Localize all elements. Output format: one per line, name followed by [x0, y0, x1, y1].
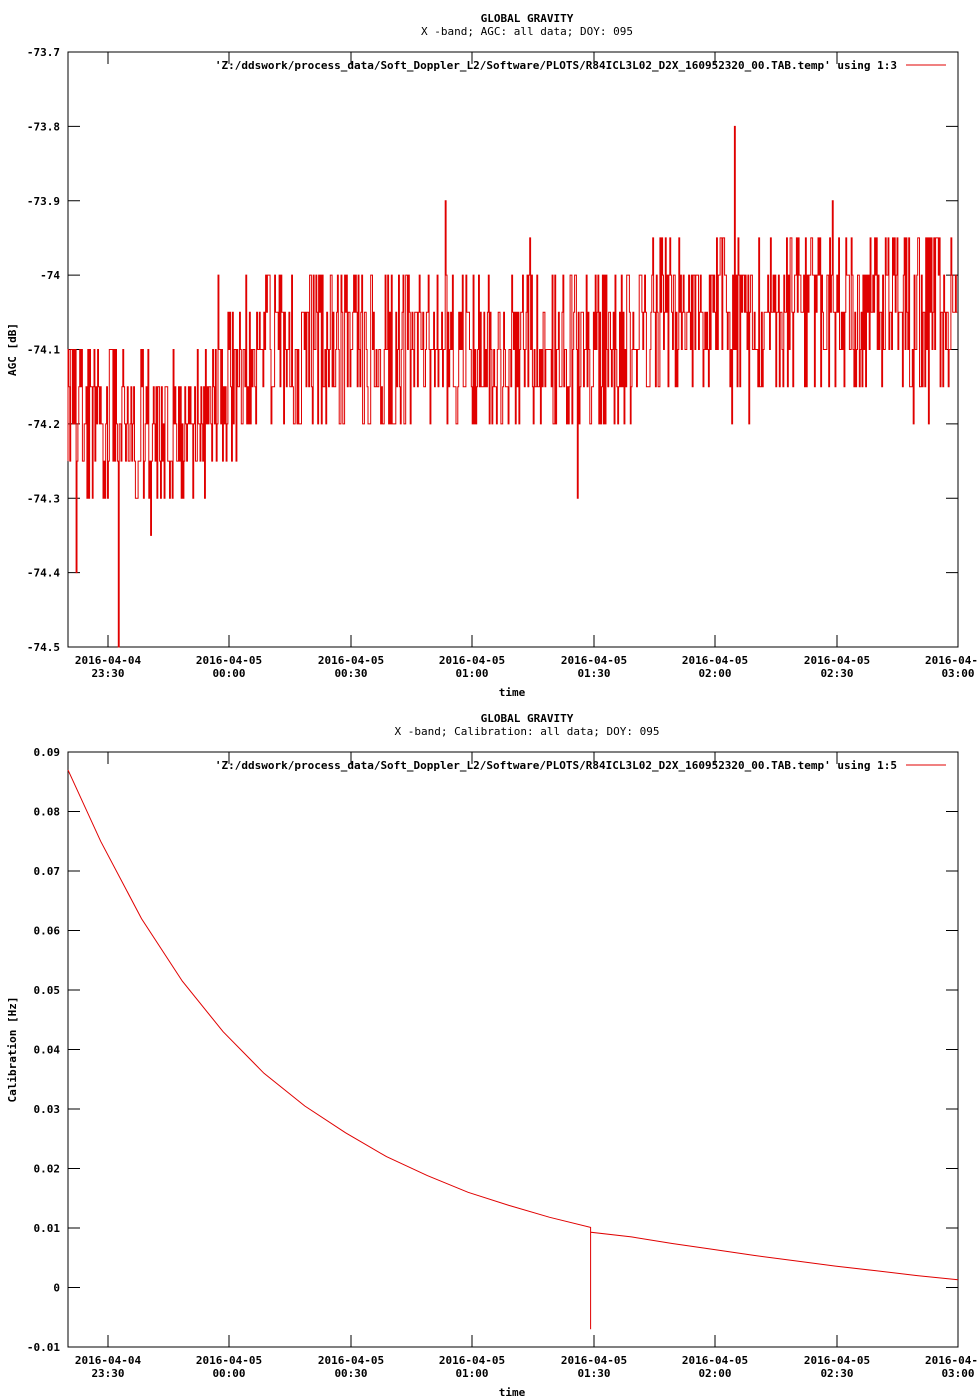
y-tick-label: 0.09 [33, 746, 60, 759]
x-tick-date: 2016-04-05 [195, 654, 263, 667]
x-tick-time: 23:30 [91, 1367, 125, 1380]
plot-frame [68, 752, 958, 1347]
x-tick-date: 2016-04-04 [74, 654, 142, 667]
y-tick-label: -74.1 [26, 343, 60, 357]
y-axis-label: Calibration [Hz] [6, 996, 19, 1103]
x-tick-time: 03:00 [941, 1367, 975, 1380]
x-tick-date: 2016-04-05 [681, 1354, 749, 1367]
x-tick-date: 2016-04-05 [317, 1354, 385, 1367]
x-tick-time: 03:00 [941, 667, 975, 680]
y-tick-label: 0 [53, 1281, 60, 1295]
x-tick-time: 02:00 [698, 667, 732, 680]
y-tick-label: -74.3 [26, 492, 60, 506]
x-tick-time: 00:30 [334, 667, 368, 680]
y-tick-label: -74.5 [26, 641, 60, 654]
x-tick-date: 2016-04- [925, 654, 978, 667]
x-tick-date: 2016-04- [925, 1354, 978, 1367]
x-tick-time: 00:00 [212, 667, 246, 680]
x-tick-time: 00:00 [212, 1367, 246, 1380]
x-tick-date: 2016-04-05 [438, 654, 506, 667]
x-tick-date: 2016-04-05 [195, 1354, 263, 1367]
y-tick-label: 0.03 [33, 1103, 60, 1116]
x-tick-date: 2016-04-05 [560, 1354, 628, 1367]
calibration-chart [6, 712, 978, 1399]
y-tick-label: -0.01 [26, 1341, 60, 1354]
data-series-line [68, 126, 957, 647]
chart-title: GLOBAL GRAVITY [480, 12, 574, 25]
x-tick-time: 02:30 [820, 667, 854, 680]
x-tick-date: 2016-04-05 [317, 654, 385, 667]
legend-label: 'Z:/ddswork/process_data/Soft_Doppler_L2/Software/PLOTS/R84ICL3L02_D2X_160952320_00.TAB.temp' using 1:5 [214, 759, 897, 772]
chart-subtitle: X -band; Calibration: all data; DOY: 095 [394, 725, 660, 738]
y-tick-label: -73.8 [26, 120, 60, 134]
x-axis-label: time [498, 1386, 526, 1399]
y-tick-label: -74.2 [26, 417, 60, 431]
data-series-line [68, 770, 958, 1329]
y-tick-label: 0.05 [33, 984, 60, 997]
y-tick-label: 0.06 [33, 924, 60, 938]
x-tick-date: 2016-04-04 [74, 1354, 142, 1367]
x-tick-time: 01:00 [455, 667, 489, 680]
y-tick-label: 0.07 [33, 865, 60, 878]
x-tick-date: 2016-04-05 [681, 654, 749, 667]
y-tick-label: 0.01 [33, 1222, 60, 1235]
x-tick-date: 2016-04-05 [560, 654, 628, 667]
x-tick-time: 23:30 [91, 667, 125, 680]
y-tick-label: 0.04 [33, 1043, 60, 1057]
x-tick-date: 2016-04-05 [803, 1354, 871, 1367]
chart-title: GLOBAL GRAVITY [480, 712, 574, 725]
x-tick-date: 2016-04-05 [438, 1354, 506, 1367]
x-axis-label: time [498, 686, 526, 699]
y-tick-label: -74.4 [26, 566, 60, 580]
agc-chart [6, 12, 978, 699]
y-tick-label: -74 [40, 269, 60, 283]
y-tick-label: 0.08 [33, 805, 60, 819]
y-tick-label: -73.9 [26, 194, 60, 208]
x-tick-time: 02:00 [698, 1367, 732, 1380]
chart-subtitle: X -band; AGC: all data; DOY: 095 [421, 25, 633, 38]
x-tick-time: 01:30 [577, 1367, 611, 1380]
x-tick-time: 02:30 [820, 1367, 854, 1380]
x-tick-date: 2016-04-05 [803, 654, 871, 667]
x-tick-time: 01:30 [577, 667, 611, 680]
y-tick-label: 0.02 [33, 1162, 60, 1176]
y-axis-label: AGC [dB] [6, 323, 19, 376]
x-tick-time: 01:00 [455, 1367, 489, 1380]
x-tick-time: 00:30 [334, 1367, 368, 1380]
legend-label: 'Z:/ddswork/process_data/Soft_Doppler_L2/Software/PLOTS/R84ICL3L02_D2X_160952320_00.TAB.temp' using 1:3 [214, 59, 897, 72]
y-tick-label: -73.7 [26, 46, 60, 59]
